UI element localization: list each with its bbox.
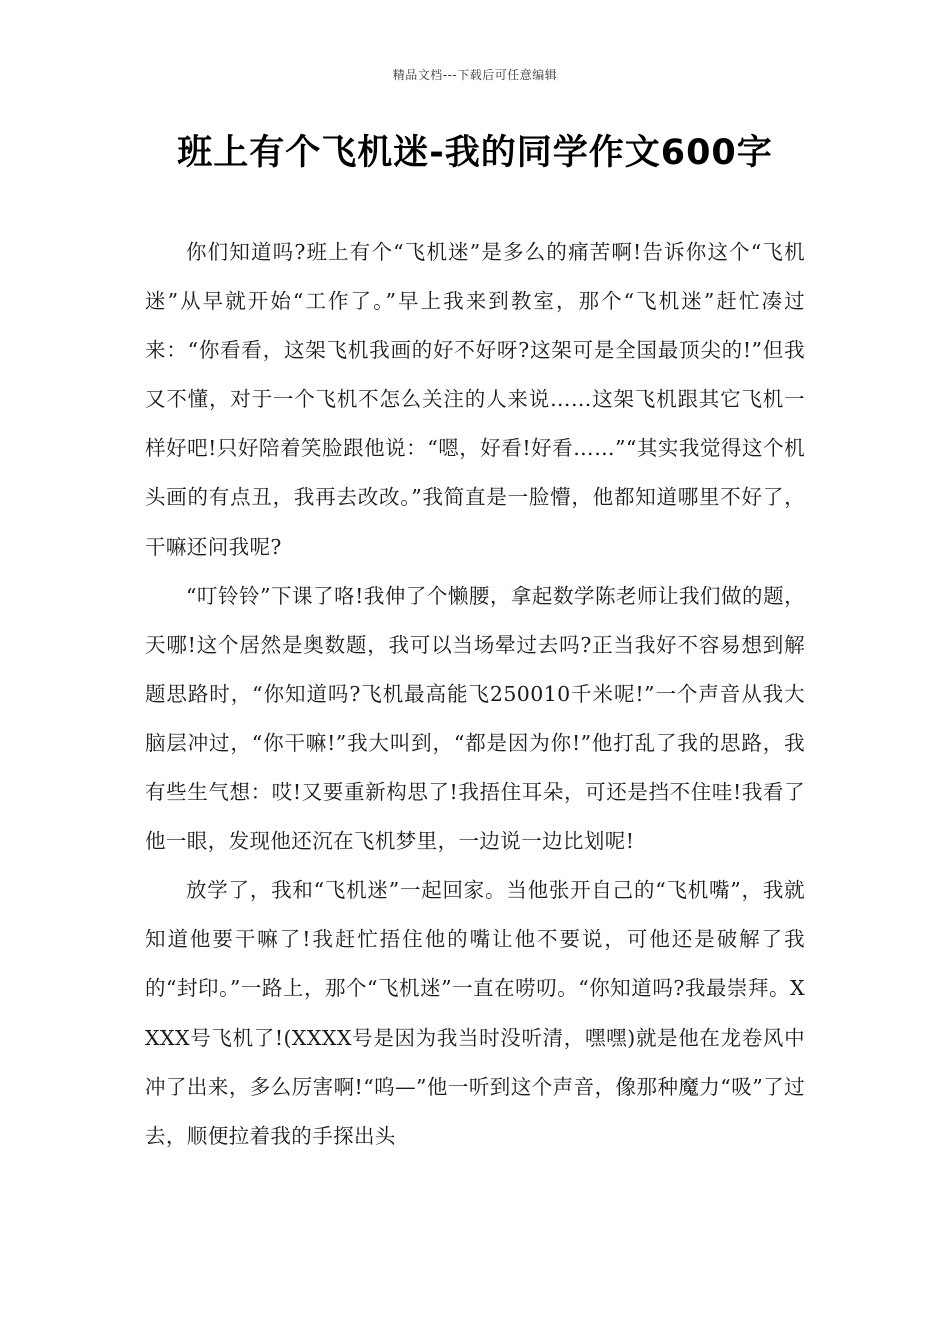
document-body — [145, 228, 805, 1161]
paragraph-2: “叮铃铃”下课了咯!我伸了个懒腰，拿起数学陈老师让我们做的题，天哪!这个居然是奥数题，我可以当场晕过去吗?正当我好不容易想到解题思路时，“你知道吗?飞机最高能飞250010千米呢!”一个声音从我大脑层冲过，“你干嘛!”我大叫到，“都是因为你!”他打乱了我的思路，我有些生气想：哎!又要重新构思了!我捂住耳朵，可还是挡不住哇!我看了他一眼，发现他还沉在飞机梦里，一边说一边比划呢! — [145, 583, 805, 854]
document-title: 班上有个飞机迷-我的同学作文600字 — [177, 133, 773, 173]
paragraph-3: 放学了，我和“飞机迷”一起回家。当他张开自己的“飞机嘴”，我就知道他要干嘛了!我赶忙捂住他的嘴让他不要说，可他还是破解了我的“封印。”一路上，那个“飞机迷”一直在唠叨。“你知道吗?我最崇拜。XXXX号飞机了!(XXXX号是因为我当时没听清，嘿嘿)就是他在龙卷风中冲了出来，多么厉害啊!“呜—”他一听到这个声音，像那种魔力“吸”了过去，顺便拉着我的手探出头 — [145, 878, 805, 1148]
paragraph-1: 你们知道吗?班上有个“飞机迷”是多么的痛苦啊!告诉你这个“飞机迷”从早就开始“工作了。”早上我来到教室，那个“飞机迷”赶忙凑过来：“你看看，这架飞机我画的好不好呀?这架可是全国最顶尖的!”但我又不懂，对于一个飞机不怎么关注的人来说……这架飞机跟其它飞机一样好吧!只好陪着笑脸跟他说：“嗯，好看!好看……”“其实我觉得这个机头画的有点丑，我再去改改。”我简直是一脸懵，他都知道哪里不好了，干嘛还问我呢? — [145, 240, 805, 559]
header-note: 精品文档---下载后可任意编辑 — [392, 68, 558, 82]
